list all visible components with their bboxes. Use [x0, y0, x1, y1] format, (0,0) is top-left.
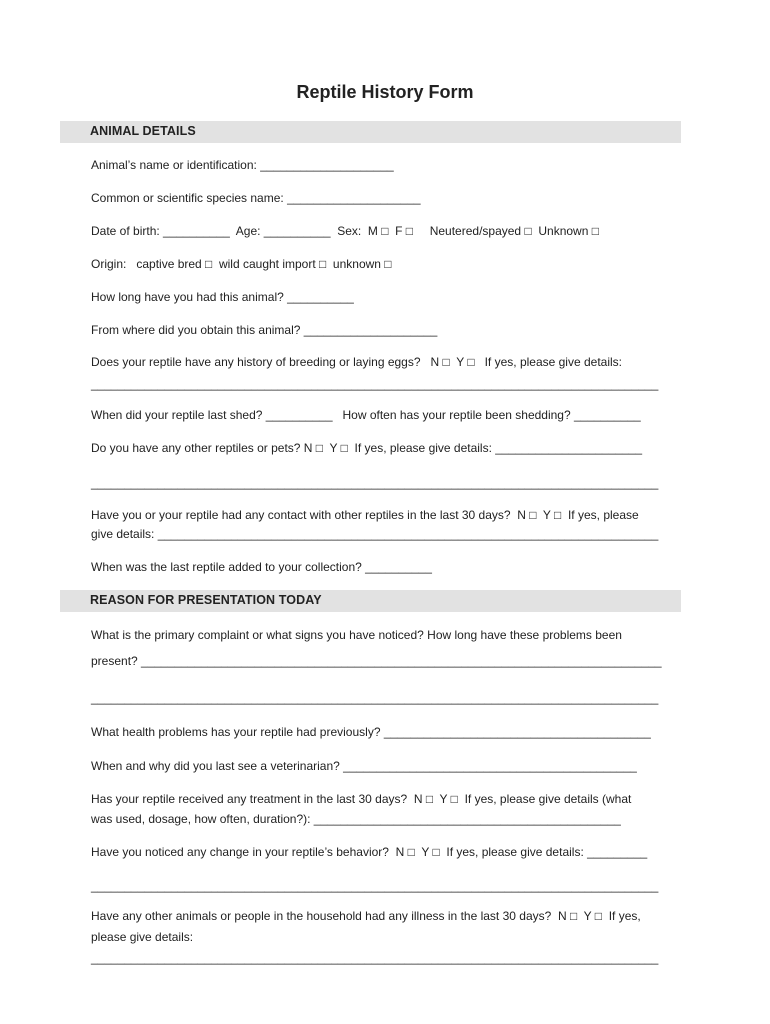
field-shed[interactable]: When did your reptile last shed? __________ How often has your reptile been shedding? __________: [91, 408, 641, 422]
field-species[interactable]: Common or scientific species name: ____________________: [91, 191, 421, 205]
field-behavior[interactable]: Have you noticed any change in your reptile’s behavior? N □ Y □ If yes, please give details: _________: [91, 845, 648, 859]
field-contact-question: Have you or your reptile had any contact with other reptiles in the last 30 days? N □ Y □ If yes, please: [91, 508, 639, 522]
field-complaint-details[interactable]: present? ______________________________________________________________________________: [91, 654, 662, 668]
page-title: Reptile History Form: [296, 82, 474, 102]
field-last-vet[interactable]: When and why did you last see a veterinarian? ____________________________________________: [91, 759, 637, 773]
field-origin[interactable]: Origin: captive bred □ wild caught import □ unknown □: [91, 257, 392, 271]
field-household-illness-question: Have any other animals or people in the household had any illness in the last 30 days? N □ Y □ If yes,: [91, 909, 641, 923]
field-health-problems[interactable]: What health problems has your reptile had previously? ________________________________________: [91, 725, 651, 739]
field-complaint-extra[interactable]: _____________________________________________________________________________________: [91, 691, 659, 705]
section-label: ANIMAL DETAILS: [90, 124, 196, 138]
field-household-illness-details[interactable]: _____________________________________________________________________________________: [91, 951, 659, 965]
field-breeding-details[interactable]: _____________________________________________________________________________________: [91, 377, 659, 391]
field-other-pets[interactable]: Do you have any other reptiles or pets? N □ Y □ If yes, please give details: ______________________: [91, 441, 643, 455]
field-contact-details[interactable]: give details: ___________________________________________________________________________: [91, 527, 659, 541]
field-how-long[interactable]: How long have you had this animal? __________: [91, 290, 354, 304]
field-household-illness-label: please give details:: [91, 930, 194, 944]
field-other-pets-details[interactable]: _____________________________________________________________________________________: [91, 476, 659, 490]
field-last-added[interactable]: When was the last reptile added to your collection? __________: [91, 560, 432, 574]
section-header-animal-details: [60, 121, 681, 143]
section-label: REASON FOR PRESENTATION TODAY: [90, 593, 322, 607]
field-animal-name[interactable]: Animal’s name or identification: ____________________: [91, 158, 394, 172]
field-complaint-question: What is the primary complaint or what signs you have noticed? How long have these problems been: [91, 628, 622, 642]
field-behavior-extra[interactable]: _____________________________________________________________________________________: [91, 879, 659, 893]
field-dob-age-sex[interactable]: Date of birth: __________ Age: __________ Sex: M □ F □ Neutered/spayed □ Unknown □: [91, 224, 599, 238]
field-treatment-question: Has your reptile received any treatment in the last 30 days? N □ Y □ If yes, please give details (what: [91, 792, 632, 806]
section-header-reason: [60, 590, 681, 612]
field-treatment-details[interactable]: was used, dosage, how often, duration?): ______________________________________________: [91, 812, 621, 826]
field-breeding-history[interactable]: Does your reptile have any history of breeding or laying eggs? N □ Y □ If yes, please give details:: [91, 355, 623, 369]
field-from-where[interactable]: From where did you obtain this animal? ____________________: [91, 323, 438, 337]
